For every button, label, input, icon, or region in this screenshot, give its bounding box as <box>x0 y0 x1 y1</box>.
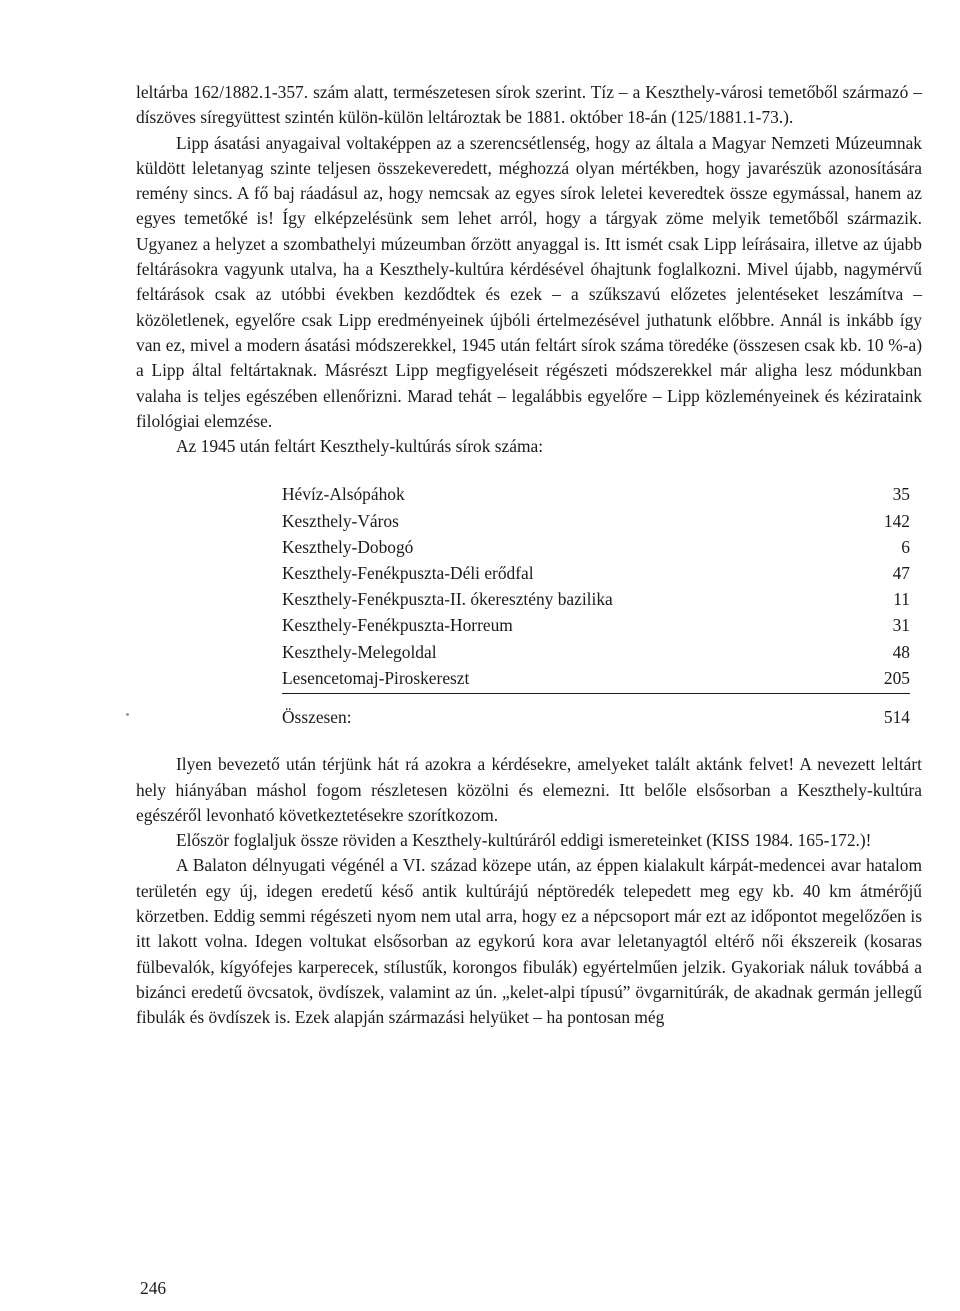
table-row <box>282 508 910 534</box>
body-text-top <box>136 80 922 459</box>
grave-count-table <box>282 481 910 730</box>
page-number: 246 <box>140 1278 167 1298</box>
table-row <box>282 560 910 586</box>
site-name: Keszthely-Város <box>282 510 399 531</box>
site-name: Keszthely-Fenékpuszta-II. ókeresztény bazilika <box>282 589 613 610</box>
grave-count: 142 <box>883 510 910 531</box>
grave-count: 35 <box>892 484 910 505</box>
grave-count: 31 <box>892 615 910 636</box>
site-name: Keszthely-Melegoldal <box>282 641 437 662</box>
scan-speck <box>126 713 129 716</box>
grave-count: 11 <box>893 589 910 610</box>
site-name: Hévíz-Alsópáhok <box>282 484 405 505</box>
table-total-row <box>282 704 910 730</box>
table-row <box>282 481 910 507</box>
paragraph: A Balaton délnyugati végénél a VI. század közepe után, az éppen kialakult kárpát-medencei avar hatalom területén egy új, idegen eredetű késő antik kultúrájú néptöredék telepedett meg egy kb. 40 km átmérőjű körzetben. Eddig semmi régészeti nyom nem utal arra, hogy ez a népcsoport már ezt az időpontot megelőzően is itt lakott volna. Idegen voltukat elsősorban az egykorú kora avar leletanyagtól eltérő női ékszereik (kosaras fülbevalók, kígyófejes karperecek, stílustűk, korongos fibulák) egyértelműen jelzik. Gyakoriak náluk továbbá a bizánci eredetű övcsatok, övdíszek, valamint az ún. „kelet-alpi típusú” övgarnitúrák, de akadnak germán jellegű fibulák és övdíszek is. Ezek alapján származási helyüket – ha pontosan még <box>136 855 922 1028</box>
site-name: Keszthely-Fenékpuszta-Horreum <box>282 615 513 636</box>
table-row <box>282 665 910 694</box>
grave-count: 48 <box>892 641 910 662</box>
site-name: Keszthely-Dobogó <box>282 536 414 557</box>
grave-count: 47 <box>892 563 910 584</box>
grave-count: 205 <box>883 667 910 688</box>
grave-count: 6 <box>901 536 910 557</box>
site-name: Lesencetomaj-Piroskereszt <box>282 667 470 688</box>
table-row <box>282 639 910 665</box>
document-page <box>136 80 922 1031</box>
paragraph: Lipp ásatási anyagaival voltaképpen az a szerencsétlenség, hogy az általa a Magyar Nemzeti Múzeumnak küldött leletanyag szinte teljesen összekeveredett, méghozzá olyan mértékben, hogy javarészük azonosítására remény sincs. A fő baj ráadásul az, hogy nemcsak az egyes sírok leletei keveredtek össze egymással, hanem az egyes temetőké is! Így elképzelésünk sem lehet arról, hogy a tárgyak zöme melyik temetőből származik. Ugyanez a helyzet a szombathelyi múzeumban őrzött anyaggal is. Itt ismét csak Lipp leírásaira, illetve az újabb feltárásokra vagyunk utalva, ha a Keszthely-kultúra kérdésével óhajtunk foglalkozni. Mivel újabb, nagymérvű feltárások csak az utóbbi években kezdődtek és ezek – a szűkszavú előzetes jelentéseket leszámítva – közöletlenek, egyelőre csak Lipp eredményeinek újbóli értelmezésével juthatunk előbbre. Annál is inkább így van ez, mivel a modern ásatási módszerekkel, 1945 után feltárt sírok száma töredéke (összesen csak kb. 10 %-a) a Lipp által feltártaknak. Másrészt Lipp megfigyeléseit régészeti módszerekkel már aligha lesz módunkban valaha is teljes egészében ellenőrizni. Marad tehát – legalábbis egyelőre – Lipp közleményeinek és kézirataink filológiai elemzése. <box>136 132 922 431</box>
paragraph: Először foglaljuk össze röviden a Keszthely-kultúráról eddigi ismereteinket (KISS 1984. 165-172.)! <box>176 830 872 851</box>
table-rows <box>282 481 910 694</box>
table-row <box>282 612 910 638</box>
table-row <box>282 586 910 612</box>
total-label: Összesen: <box>282 707 352 728</box>
site-name: Keszthely-Fenékpuszta-Déli erődfal <box>282 563 534 584</box>
total-value: 514 <box>883 707 910 728</box>
table-row <box>282 534 910 560</box>
paragraph: Az 1945 után feltárt Keszthely-kultúrás sírok száma: <box>176 436 544 457</box>
body-text-bottom <box>136 752 922 1030</box>
paragraph: Ilyen bevezető után térjünk hát rá azokra a kérdésekre, amelyeket talált aktánk felvet! A nevezett leltárt hely hiányában máshol fogom részletesen közölni és elemezni. Itt belőle elsősorban a Keszthely-kultúra egészéről levonható következtetésekre szorítkozom. <box>136 754 922 825</box>
paragraph: leltárba 162/1882.1-357. szám alatt, természetesen sírok szerint. Tíz – a Keszthely-városi temetőből származó – díszöves síregyüttest szintén külön-külön leltároztak be 1881. október 18-án (125/1881.1-73.). <box>136 82 922 128</box>
